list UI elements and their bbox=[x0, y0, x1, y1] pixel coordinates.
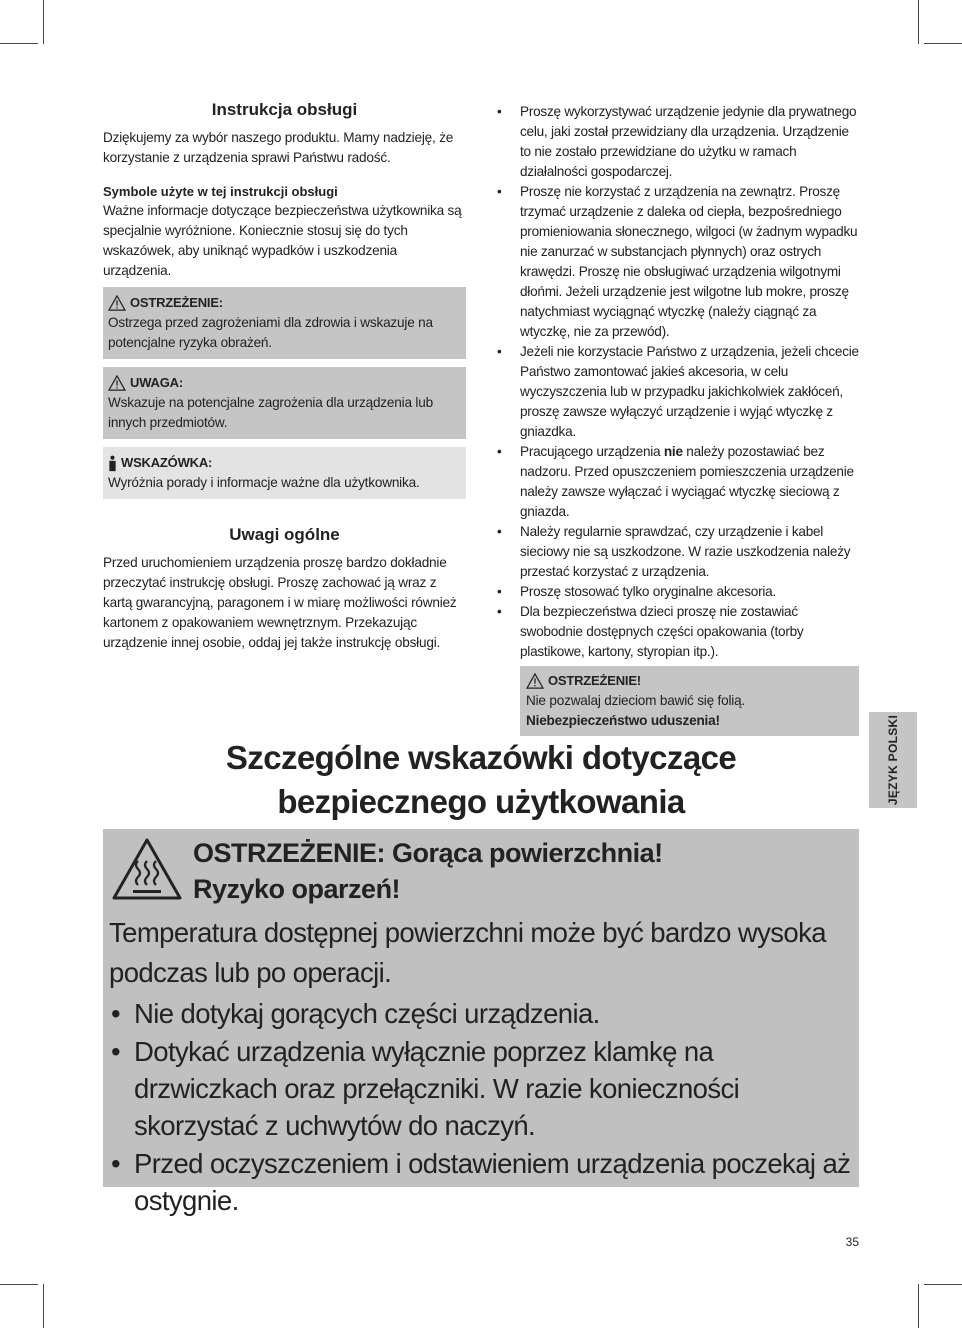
crop-mark bbox=[43, 1284, 44, 1328]
warning-triangle-icon bbox=[526, 673, 544, 689]
hot-surface-warning-box bbox=[103, 829, 859, 1216]
crop-mark bbox=[924, 1284, 962, 1285]
crop-mark bbox=[918, 1284, 919, 1328]
hint-text: Wyróżnia porady i informacje ważne dla użytkownika. bbox=[108, 475, 420, 490]
info-icon bbox=[108, 455, 117, 472]
language-tab bbox=[869, 712, 917, 808]
title-line: Szczególne wskazówki dotyczące bbox=[225, 739, 737, 776]
crop-mark bbox=[43, 0, 44, 44]
children-warning-box bbox=[520, 666, 859, 736]
special-safety-title bbox=[103, 736, 859, 824]
symbols-text: Ważne informacje dotyczące bezpieczeństwa użytkownika są specjalnie wyróżnione. Koniecznie stosuj się do tych wskazówek, aby uniknąć wypadków i uszkodzenia urządzenia. bbox=[103, 203, 462, 278]
hint-symbol-box bbox=[103, 447, 466, 499]
caution-symbol-box bbox=[103, 367, 466, 439]
list-item: • Jeżeli nie korzystacie Państwo z urządzenia, jeżeli chcecie Państwo zamontować jakieś akcesoria, w celu wyczyszczenia lub w przypadku jakichkolwiek zakłóceń, proszę zawsze wyłączyć urządzenie i wyjąć wtyczkę z gniazdka. bbox=[497, 342, 859, 442]
general-title: Uwagi ogólne bbox=[229, 525, 340, 544]
warning-label: OSTRZEŻENIE: bbox=[130, 295, 223, 310]
general-text: Przed uruchomieniem urządzenia proszę bardzo dokładnie przeczytać instrukcję obsługi. Proszę zachować ją wraz z kartą gwarancyjną, paragonem i w miarę możliwości również kartonem z opakowaniem wewnętrznym. Przekazując urządzenie innej osobie, oddaj jej także instrukcję obsługi. bbox=[103, 555, 457, 650]
hot-surface-icon bbox=[111, 837, 183, 901]
list-item-emphasis: nie bbox=[663, 444, 683, 459]
caution-text: Wskazuje na potencjalne zagrożenia dla urządzenia lub innych przedmiotów. bbox=[108, 395, 433, 430]
list-item-text: należy pozostawiać bez nadzoru. Przed opuszczeniem pomieszczenia urządzenie należy zawsze wyłączać i wyciągać wtyczkę sieciową z gniazda. bbox=[520, 444, 854, 519]
crop-mark bbox=[918, 0, 919, 44]
title-line: bezpiecznego użytkowania bbox=[277, 783, 685, 820]
warning-triangle-icon bbox=[108, 295, 126, 311]
list-item: • Nie dotykaj gorących części urządzenia. bbox=[109, 995, 857, 1032]
safety-list bbox=[497, 102, 859, 662]
language-label: JĘZYK POLSKI bbox=[886, 714, 901, 806]
crop-mark bbox=[924, 43, 962, 44]
hot-surface-list bbox=[109, 995, 857, 1220]
list-item: • Należy regularnie sprawdzać, czy urządzenie i kabel sieciowy nie są uszkodzone. W razie uszkodzenia należy przestać korzystać z urządzenia. bbox=[497, 522, 859, 582]
list-item: • Proszę wykorzystywać urządzenie jedynie dla prywatnego celu, jaki został przewidziany dla urządzenia. Urządzenie to nie zostało przewidziane do użytku w ramach działalności gospodarczej. bbox=[497, 102, 859, 182]
right-column bbox=[497, 102, 859, 736]
intro-text: Dziękujemy za wybór naszego produktu. Mamy nadzieję, że korzystanie z urządzenia sprawi Państwu radość. bbox=[103, 130, 454, 165]
list-item: • Przed oczyszczeniem i odstawieniem urządzenia poczekaj aż ostygnie. bbox=[109, 1145, 857, 1219]
symbols-heading: Symbole użyte w tej instrukcji obsługi bbox=[103, 184, 338, 199]
warning-emphasis: Niebezpieczeństwo uduszenia! bbox=[526, 713, 720, 728]
caution-label: UWAGA: bbox=[130, 375, 183, 390]
crop-mark bbox=[0, 1284, 38, 1285]
list-item: • Dotykać urządzenia wyłącznie poprzez klamkę na drzwiczkach oraz przełączniki. W razie konieczności skorzystać z uchwytów do naczyń. bbox=[109, 1033, 857, 1144]
hint-label: WSKAZÓWKA: bbox=[121, 455, 213, 470]
warning-text: Ostrzega przed zagrożeniami dla zdrowia i wskazuje na potencjalne ryzyka obrażeń. bbox=[108, 315, 433, 350]
list-item: • Proszę nie korzystać z urządzenia na zewnątrz. Proszę trzymać urządzenie z daleka od ciepła, bezpośredniego promieniowania słonecznego, wilgoci (w żadnym wypadku nie zanurzać w substancjach płynnych) oraz ostrych krawędzi. Proszę nie obsługiwać urządzenia wilgotnymi dłońmi. Jeżeli urządzenie jest wilgotne lub mokre, proszę natychmiast wyciągnąć wtyczkę (należy ciągnąć za wtyczkę, nie za przewód). bbox=[497, 182, 859, 342]
section-title: Instrukcja obsługi bbox=[211, 100, 358, 119]
hot-title-line: Ryzyko oparzeń! bbox=[193, 874, 401, 904]
hot-title-line: OSTRZEŻENIE: Gorąca powierzchnia! bbox=[193, 838, 663, 868]
list-item bbox=[497, 442, 859, 522]
list-item-text: Pracującego urządzenia bbox=[520, 444, 664, 459]
left-column bbox=[103, 100, 466, 653]
hot-surface-title bbox=[193, 835, 663, 907]
warning-triangle-icon bbox=[108, 375, 126, 391]
list-item: • Dla bezpieczeństwa dzieci proszę nie zostawiać swobodnie dostępnych części opakowania (torby plastikowe, kartony, styropian itp.). bbox=[497, 602, 859, 662]
hot-surface-text: Temperatura dostępnej powierzchni może być bardzo wysoka podczas lub po operacji. bbox=[109, 917, 826, 988]
warning-text: Nie pozwalaj dzieciom bawić się folią. bbox=[526, 693, 746, 708]
warning-symbol-box bbox=[103, 287, 466, 359]
warning-label: OSTRZEŻENIE! bbox=[548, 673, 641, 688]
crop-mark bbox=[0, 43, 38, 44]
list-item: • Proszę stosować tylko oryginalne akcesoria. bbox=[497, 582, 859, 602]
page-number: 35 bbox=[845, 1235, 859, 1249]
